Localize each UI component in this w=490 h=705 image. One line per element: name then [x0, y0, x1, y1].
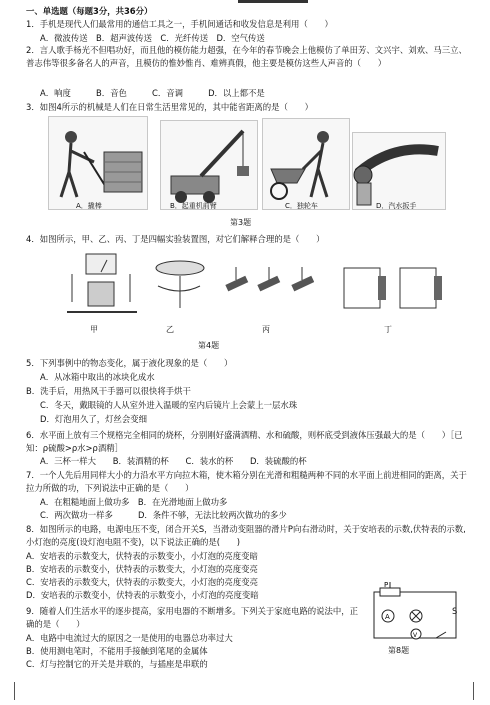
fig3-label-d: D．汽水扳手 [376, 202, 417, 210]
question-2-stem: 2．言人歌手杨光不但唱功好，而且他的模仿能力超强，在今年的春节晚会上他模仿了单田芳、文兴宇、刘欢、马三立、普志伟等很多备名人的声音，且模仿的惟妙惟肖、难辨真假，他主要是模仿这些人声音的（ ） [26, 45, 467, 68]
question-5-option-b: B．洗手后，用热风干手器可以很快将手烘干 [26, 386, 191, 396]
question-5-option-d: D．灯泡用久了，灯丝会变细 [40, 414, 147, 424]
question-7-option-cd: C．两次做功一样多 D．条件不够，无法比较两次做功的多少 [40, 510, 287, 520]
fig4-label-bing: 丙 [262, 325, 270, 334]
question-8-option-b: B．安培表的示数变小，伏特表的示数变大，小灯泡的亮度变亮 [26, 564, 258, 574]
question-2-options: A．响度 B．音色 C．音调 D．以上都不是 [40, 88, 265, 98]
magnets-drawing [224, 262, 314, 312]
svg-text:V: V [413, 632, 418, 639]
fig4-caption: 第4题 [198, 341, 220, 350]
fig3-label-b: B．起重机前臂 [170, 202, 217, 210]
question-6-stem: 6．水平面上放有三个规格完全相同的烧杯，分别刚好盛满酒精、水和硫酸，则杯底受到液体压强最大的是（ ）［已知：ρ硫酸>ρ水>ρ酒精］ [26, 430, 463, 453]
question-9-option-b: B．使用测电笔时，不能用手接触到笔尾的金属体 [26, 646, 208, 656]
svg-text:A: A [385, 613, 390, 621]
figure-yi [150, 256, 208, 312]
question-5-option-c: C．冬天，戴眼镜的人从室外进入温暖的室内后镜片上会蒙上一层水珠 [40, 400, 298, 410]
figure-crowbar [48, 116, 148, 210]
figure-bottle-opener [352, 132, 446, 210]
question-9-stem: 9．随着人们生活水平的逐步提高，家用电器的不断增多。下列关于家庭电路的说法中，正确的是（ ） [26, 606, 358, 629]
fig3-label-a: A．撬棒 [76, 202, 102, 210]
question-7-stem: 7．一个人先后用同样大小的力沿水平方向拉木箱，使木箱分别在光滑和粗糙两种不同的水平面上前进相同的距离，关于拉力所做的功，下列说法中正确的是（ ） [26, 470, 467, 493]
compass-drawing [150, 256, 208, 312]
question-1-stem: 1．手机是现代人们最常用的通信工具之一，手机间通话和收发信息是利用（ ） [26, 19, 333, 29]
fig4-label-yi: 乙 [166, 325, 174, 334]
question-7-option-ab: A．在粗糙地面上做功多 B．在光滑地面上做功多 [40, 497, 228, 507]
fig4-label-ding: 丁 [384, 325, 392, 334]
top-edge-fragment [238, 0, 308, 3]
question-9-option-a: A．电路中电流过大的原因之一是使用的电器总功率过大 [26, 633, 233, 643]
question-5-option-a: A．从冰箱中取出的冰块化成水 [40, 372, 155, 382]
fig3-caption: 第3题 [230, 218, 252, 227]
question-3-stem: 3．如图4所示的机械是人们在日常生活里常见的，其中能省距离的是（ ） [26, 102, 314, 112]
section-heading: 一、单选题（每题3分，共36分） [26, 6, 153, 16]
question-1-options: A．微波传送 B．超声波传送 C．光纤传送 D．空气传送 [40, 33, 265, 43]
svg-text:P: P [384, 581, 389, 589]
question-6-options: A．三杯一样大 B．装酒精的杯 C．装水的杯 D．装硫酸的杯 [40, 456, 307, 466]
crop-mark-bottom-right [464, 682, 474, 700]
electromagnet-circuits-drawing [340, 262, 448, 314]
figure-jia [62, 252, 142, 320]
circuit-drawing [366, 580, 466, 650]
figure-ding [340, 262, 448, 314]
question-5-stem: 5．下列事例中的物态变化，属于液化现象的是（ ） [26, 358, 233, 368]
question-8-option-a: A．安培表的示数变大，伏特表的示数变小，小灯泡的亮度变暗 [26, 551, 258, 561]
question-8-stem: 8．如图所示的电路，电源电压不变，闭合开关S，当滑动变阻器的滑片P向右滑动时，关于安培表的示数,伏特表的示数,小灯泡的亮度(设灯泡电阻不变)，以下说法正确的是( ) [26, 524, 466, 547]
bottle-opener-drawing [353, 133, 445, 209]
fig4-label-jia: 甲 [90, 325, 98, 334]
question-8-option-c: C．安培表的示数变大，伏特表的示数变大，小灯泡的亮度变亮 [26, 577, 258, 587]
crowbar-drawing [49, 117, 147, 209]
question-9-option-c: C．灯与控制它的开关是并联的，与插座是串联的 [26, 659, 208, 669]
figure-circuit [366, 580, 466, 650]
circuit-switch-label: S [452, 606, 458, 616]
figure-crane [160, 120, 258, 210]
fig8-caption: 第8题 [388, 646, 410, 655]
question-8-option-d: D．安培表的示数变小，伏特表的示数变小，小灯泡的亮度变暗 [26, 590, 259, 600]
figure-bing [224, 262, 314, 312]
wheelbarrow-drawing [263, 119, 349, 209]
crop-mark-bottom-left [14, 682, 24, 700]
figure-wheelbarrow [262, 118, 350, 210]
crane-drawing [161, 121, 257, 209]
fig3-label-c: C．独轮车 [285, 202, 318, 210]
generator-drawing [62, 252, 142, 320]
question-4-stem: 4．如图所示，甲、乙、丙、丁是四幅实验装置图，对它们解释合理的是（ ） [26, 234, 325, 244]
